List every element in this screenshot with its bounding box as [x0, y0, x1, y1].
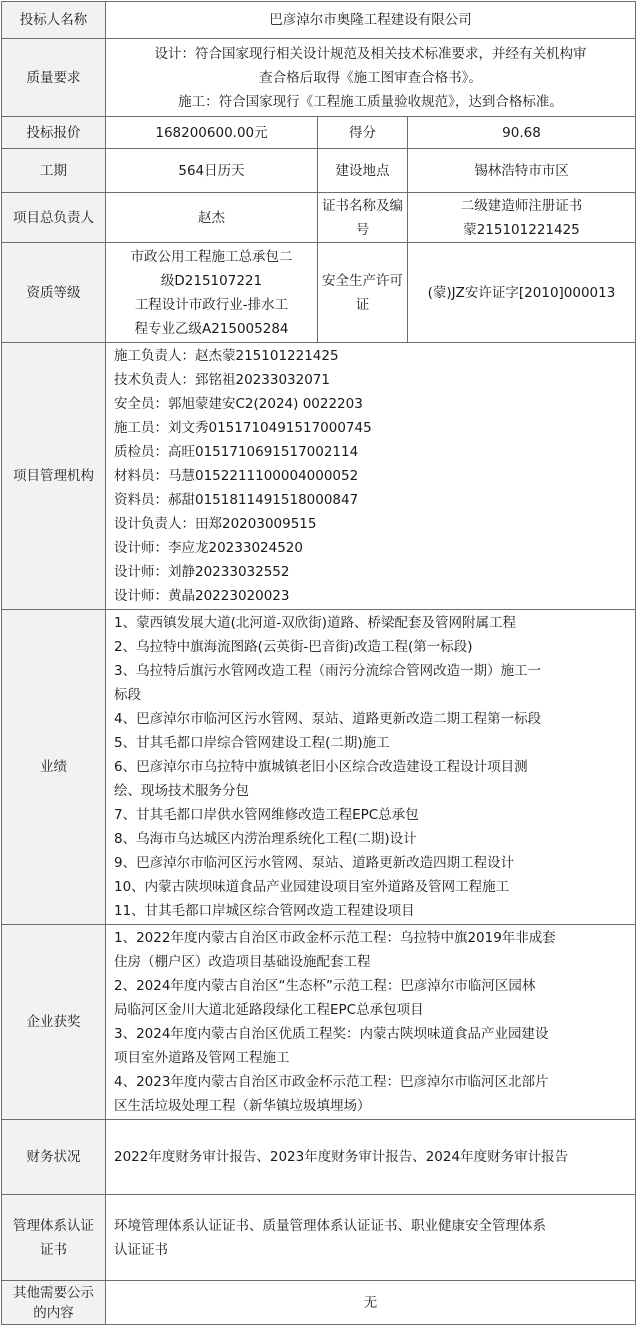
- org-item: 材料员：马慧0152211100004000052: [114, 468, 359, 484]
- price-value: 168200600.00元: [106, 117, 318, 149]
- qualification-value: [106, 243, 318, 343]
- period-row: [2, 149, 636, 193]
- performance-row: [2, 610, 636, 925]
- mgmt-cert-line: 认证证书: [114, 1241, 168, 1258]
- finance-value: 2022年度财务审计报告、2023年度财务审计报告、2024年度财务审计报告: [106, 1120, 636, 1195]
- period-label: 工期: [2, 149, 106, 193]
- qualification-label: 资质等级: [2, 243, 106, 343]
- org-item: 安全员：郭旭蒙建安C2(2024) 0022203: [114, 396, 363, 412]
- award-item: 3、2024年度内蒙古自治区优质工程奖：内蒙古陕坝味道食品产业园建设: [114, 1026, 549, 1042]
- quality-value: [106, 39, 636, 117]
- location-value: 锡林浩特市市区: [408, 149, 636, 193]
- org-item: 设计师：刘静20233032552: [114, 564, 290, 580]
- org-item: 资料员：郝甜0151811491518000847: [114, 492, 359, 508]
- quality-line: 查合格后取得《施工图审查合格书》。: [259, 69, 482, 86]
- org-item: 设计师：黄晶20223020023: [114, 588, 290, 604]
- mgmt-cert-row: [2, 1195, 636, 1281]
- qualification-line: 级D215107221: [160, 272, 263, 289]
- performance-item: 3、乌拉特后旗污水管网改造工程（雨污分流综合管网改造一期）施工一: [114, 663, 542, 679]
- quality-row: [2, 39, 636, 117]
- manager-value: 赵杰: [106, 193, 318, 243]
- finance-label: 财务状况: [2, 1120, 106, 1195]
- performance-item: 10、内蒙古陕坝味道食品产业园建设项目室外道路及管网工程施工: [114, 879, 510, 895]
- org-item: 设计师：李应龙20233024520: [114, 540, 303, 556]
- award-item: 4、2023年度内蒙古自治区市政金杯示范工程：巴彦淖尔市临河区北部片: [114, 1074, 549, 1090]
- org-item: 质检员：高旺0151710691517002114: [114, 444, 359, 460]
- location-label: 建设地点: [318, 149, 408, 193]
- org-label: 项目管理机构: [2, 343, 106, 610]
- qualification-line: 市政公用工程施工总承包二: [130, 248, 293, 265]
- mgmt-cert-value: [106, 1195, 636, 1281]
- other-value: 无: [106, 1281, 636, 1325]
- quality-line: 设计：符合国家现行相关设计规范及相关技术标准要求，并经有关机构审: [154, 45, 587, 62]
- bidder-label: 投标人名称: [2, 2, 106, 39]
- performance-item: 9、巴彦淖尔市临河区污水管网、泵站、道路更新改造四期工程设计: [114, 855, 515, 871]
- performance-item: 6、巴彦淖尔市乌拉特中旗城镇老旧小区综合改造建设工程设计项目测: [114, 759, 528, 775]
- cert-value: [408, 193, 636, 243]
- performance-item: 5、甘其毛都口岸综合管网建设工程(二期)施工: [114, 735, 390, 751]
- mgmt-cert-line: 环境管理体系认证证书、质量管理体系认证证书、职业健康安全管理体系: [114, 1217, 546, 1234]
- award-item: 1、2022年度内蒙古自治区市政金杯示范工程：乌拉特中旗2019年非成套: [114, 930, 556, 946]
- performance-item: 1、蒙西镇发展大道(北河道-双欣街)道路、桥梁配套及管网附属工程: [114, 615, 516, 631]
- qualification-line: 工程设计市政行业-排水工: [134, 296, 289, 313]
- org-list: [106, 343, 636, 610]
- quality-label: 质量要求: [2, 39, 106, 117]
- org-item: 施工员：刘文秀0151710491517000745: [114, 420, 372, 436]
- price-row: [2, 117, 636, 149]
- cert-line: 蒙215101221425: [463, 221, 580, 238]
- performance-list: [106, 610, 636, 925]
- performance-item: 2、乌拉特中旗海流图路(云英街-巴音街)改造工程(第一标段): [114, 639, 473, 655]
- quality-line: 施工：符合国家现行《工程施工质量验收规范》，达到合格标准。: [178, 93, 563, 110]
- price-label: 投标报价: [2, 117, 106, 149]
- performance-item: 8、乌海市乌达城区内涝治理系统化工程(二期)设计: [114, 831, 417, 847]
- org-item: 施工负责人：赵杰蒙215101221425: [114, 348, 339, 364]
- finance-row: [2, 1120, 636, 1195]
- qualification-line: 程专业乙级A215005284: [134, 320, 289, 337]
- award-item: 局临河区金川大道北延路段绿化工程EPC总承包项目: [114, 1002, 424, 1018]
- cert-line: 二级建造师注册证书: [460, 197, 583, 214]
- other-label: 其他需要公示的内容: [2, 1281, 106, 1325]
- bidder-row: [2, 2, 636, 39]
- performance-item: 11、甘其毛都口岸城区综合管网改造工程建设项目: [114, 903, 415, 919]
- performance-item: 7、甘其毛都口岸供水管网维修改造工程EPC总承包: [114, 807, 419, 823]
- awards-row: [2, 925, 636, 1120]
- performance-item: 绘、现场技术服务分包: [114, 783, 249, 799]
- org-row: [2, 343, 636, 610]
- qualification-row: [2, 243, 636, 343]
- award-item: 项目室外道路及管网工程施工: [114, 1050, 290, 1066]
- org-item: 技术负责人：郅铭祖20233032071: [114, 372, 330, 388]
- score-value: 90.68: [408, 117, 636, 149]
- cert-label: 证书名称及编号: [318, 193, 408, 243]
- award-item: 2、2024年度内蒙古自治区“生态杯”示范工程：巴彦淖尔市临河区园林: [114, 978, 536, 994]
- award-item: 区生活垃圾处理工程（新华镇垃圾填埋场）: [114, 1098, 371, 1114]
- manager-row: [2, 193, 636, 243]
- manager-label: 项目总负责人: [2, 193, 106, 243]
- performance-item: 4、巴彦淖尔市临河区污水管网、泵站、道路更新改造二期工程第一标段: [114, 711, 542, 727]
- period-value: 564日历天: [106, 149, 318, 193]
- other-row: [2, 1281, 636, 1325]
- performance-label: 业绩: [2, 610, 106, 925]
- mgmt-cert-label: 管理体系认证证书: [2, 1195, 106, 1281]
- bidder-value: 巴彦淖尔市奥隆工程建设有限公司: [106, 2, 636, 39]
- award-item: 住房（棚户区）改造项目基础设施配套工程: [114, 954, 371, 970]
- bid-info-table: [1, 1, 636, 1325]
- performance-item: 标段: [114, 687, 141, 703]
- safety-label: 安全生产许可证: [318, 243, 408, 343]
- awards-list: [106, 925, 636, 1120]
- org-item: 设计负责人：田郑20203009515: [114, 516, 317, 532]
- safety-value: (蒙)JZ安许证字[2010]000013: [408, 243, 636, 343]
- score-label: 得分: [318, 117, 408, 149]
- awards-label: 企业获奖: [2, 925, 106, 1120]
